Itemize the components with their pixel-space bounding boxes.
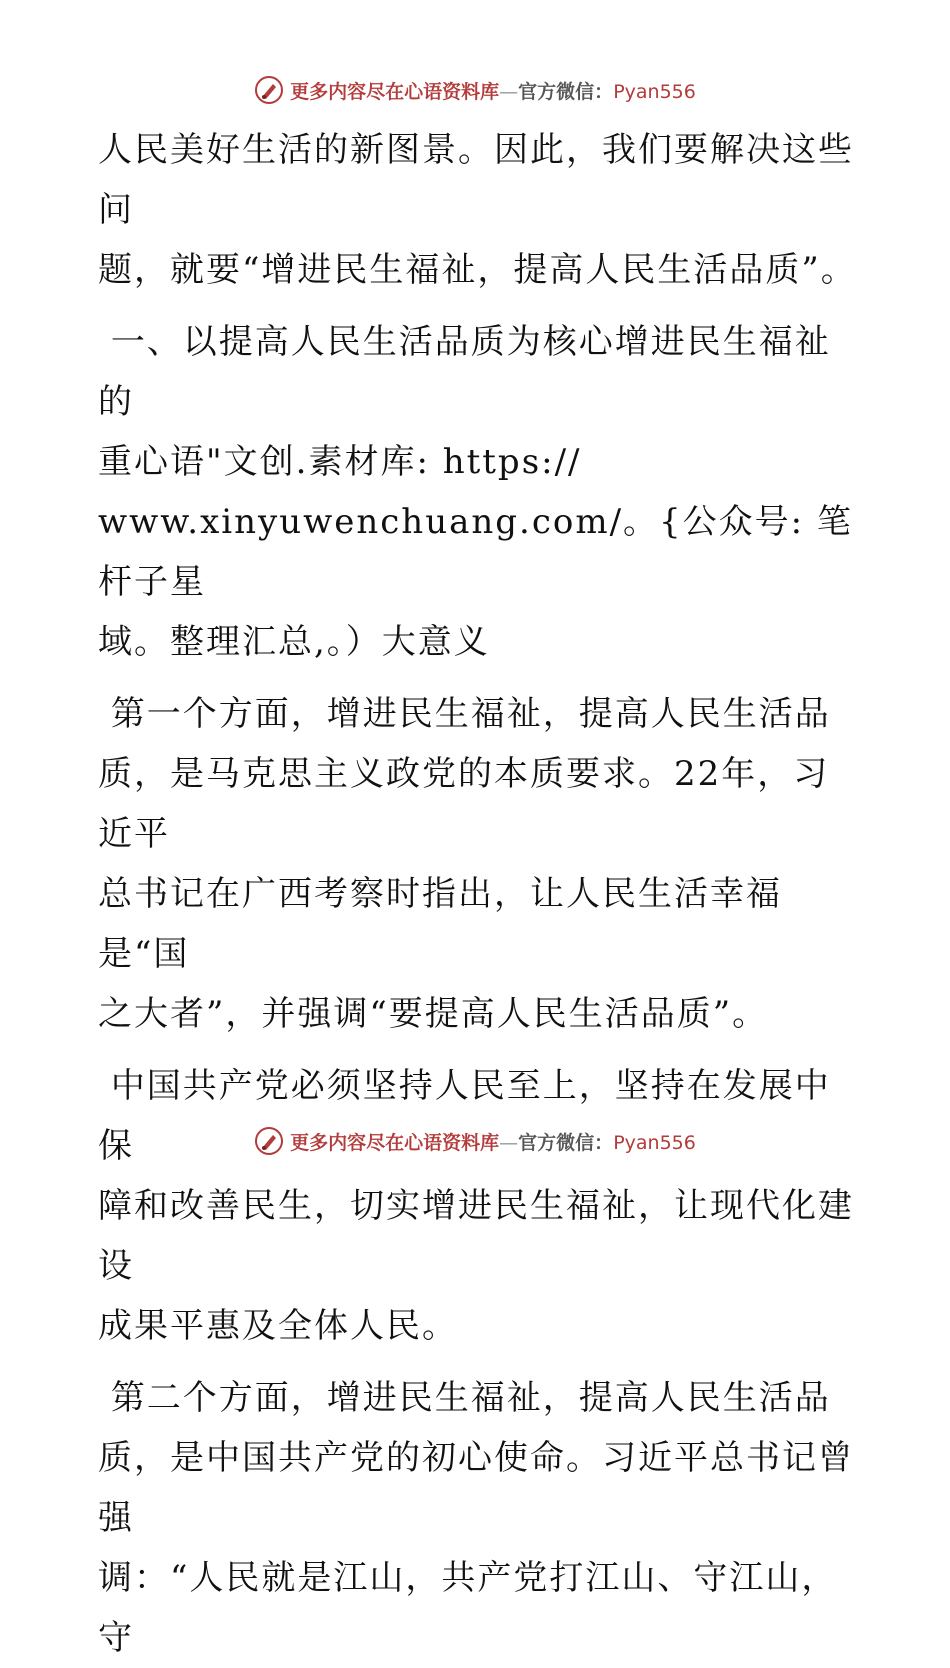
document-body xyxy=(98,120,858,1668)
paragraph-1 xyxy=(98,120,858,300)
banner-wechat-id: Pyan556 xyxy=(613,1131,696,1154)
line: 质，是中国共产党的初心使命。习近平总书记曾强 xyxy=(98,1438,854,1538)
line: 障和改善民生，切实增进民生福祉，让现代化建设 xyxy=(98,1186,854,1286)
line: 题，就要“增进民生福祉，提高人民生活品质”。 xyxy=(98,250,857,290)
banner-main-text: 更多内容尽在心语资料库 xyxy=(290,80,500,103)
line: 成果平惠及全体人民。 xyxy=(98,1306,458,1346)
line: 重心语"文创.素材库: https:// xyxy=(98,442,582,482)
pen-logo-icon xyxy=(254,1126,284,1156)
footer-banner-text xyxy=(290,1128,696,1155)
paragraph-4 xyxy=(98,1056,858,1356)
line: 人民美好生活的新图景。因此，我们要解决这些问 xyxy=(98,130,854,230)
paragraph-3 xyxy=(98,684,858,1044)
banner-dash: — xyxy=(499,1131,519,1154)
banner-wechat-label: 官方微信： xyxy=(518,1131,614,1154)
header-banner xyxy=(0,70,950,110)
line: 第二个方面，增进民生福祉，提高人民生活品 xyxy=(98,1378,831,1418)
line: 第一个方面，增进民生福祉，提高人民生活品 xyxy=(98,694,831,734)
line: 之大者”，并强调“要提高人民生活品质”。 xyxy=(98,994,769,1034)
header-banner-text xyxy=(290,77,696,104)
line: 中国共产党必须坚持人民至上，坚持在发展中保 xyxy=(98,1066,831,1166)
banner-main-text: 更多内容尽在心语资料库 xyxy=(290,1131,500,1154)
footer-banner xyxy=(0,1121,950,1161)
line: 一、以提高人民生活品质为核心增进民生福祉的 xyxy=(98,322,831,422)
line: 质，是马克思主义政党的本质要求。22年，习近平 xyxy=(98,754,830,854)
banner-dash: — xyxy=(499,80,519,103)
pen-logo-icon xyxy=(254,75,284,105)
line: 调：“人民就是江山，共产党打江山、守江山，守 xyxy=(98,1558,838,1658)
paragraph-2-heading xyxy=(98,312,858,672)
line: www.xinyuwenchuang.com/。{公众号: 笔杆子星 xyxy=(98,502,853,602)
line: 总书记在广西考察时指出，让人民生活幸福是“国 xyxy=(98,874,782,974)
banner-wechat-label: 官方微信： xyxy=(518,80,614,103)
paragraph-5 xyxy=(98,1368,858,1668)
line: 域。整理汇总,。）大意义 xyxy=(98,622,490,662)
banner-wechat-id: Pyan556 xyxy=(613,80,696,103)
